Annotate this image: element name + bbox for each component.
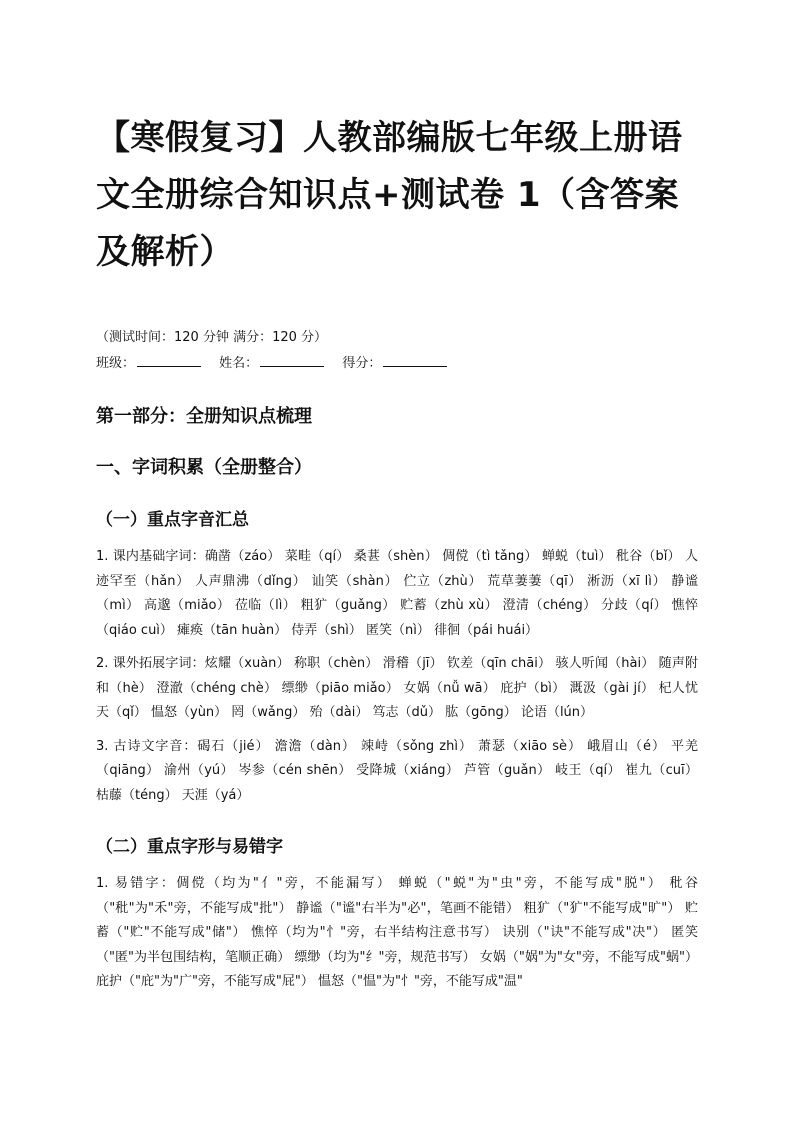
document-title: 【寒假复习】人教部编版七年级上册语文全册综合知识点+测试卷 1（含答案及解析） (96, 118, 683, 272)
exam-info: （测试时间：120 分钟 满分：120 分） (96, 330, 328, 345)
name-blank (260, 354, 324, 367)
subsection-heading-pronunciation: （一）重点字音汇总 (96, 510, 249, 530)
class-label: 班级： (96, 356, 136, 371)
class-blank (137, 354, 201, 367)
pronunciation-paragraph: 3. 古诗文字音：碣石（jié） 澹澹（dàn） 竦峙（sǒng zhì） 萧瑟（xiāo sè） 峨眉山（é） 平羌（qiāng） 渝州（yú） 岑参（cén shēn） 受降城（xiáng） 芦管（guǎn） 岐王（qí） 崔九（cuī） 枯藤（téng） 天涯（yá） (96, 738, 698, 803)
score-label: 得分： (342, 356, 382, 371)
subsection-heading-typos: （二）重点字形与易错字 (96, 837, 283, 857)
pronunciation-paragraph: 2. 课外拓展字词：炫耀（xuàn） 称职（chèn） 滑稽（jī） 钦差（qīn chāi） 骇人听闻（hài） 随声附和（hè） 澄澈（chéng chè） 缥缈（piāo miǎo） 女娲（nǚ wā） 庇护（bì） 溉汲（gài jí） 杞人忧天（qǐ） 愠怒（yùn） 罔（wǎng） 殆（dài） 笃志（dǔ） 肱（gōng） 论语（lún） (96, 656, 698, 720)
part-heading: 第一部分：全册知识点梳理 (96, 406, 312, 427)
score-blank (383, 354, 447, 367)
typo-paragraph: 1. 易错字：倜傥（均为"亻"旁，不能漏写） 蝉蜕（"蜕"为"虫"旁，不能写成"脱"） 秕谷（"秕"为"禾"旁，不能写成"批"） 静谧（"谧"右半为"必"，笔画不能错） 粗犷（"犷"不能写成"旷"） 贮蓄（"贮"不能写成"储"） 憔悴（均为"忄"旁，右半结构注意书写） 诀别（"诀"不能写成"决"） 匿笑（"匿"为半包围结构，笔顺正确） 缥缈（均为"纟"旁，规范书写） 女娲（"娲"为"女"旁，不能写成"蜗"） 庇护（"庇"为"广"旁，不能写成"屁"） 愠怒（"愠"为"忄"旁，不能写成"温" (96, 876, 698, 989)
pronunciation-paragraph: 1. 课内基础字词：确凿（záo） 菜畦（qí） 桑葚（shèn） 倜傥（tì tǎng） 蝉蜕（tuì） 秕谷（bǐ） 人迹罕至（hǎn） 人声鼎沸（dǐng） 讪笑（shàn） 伫立（zhù） 荒草萋萋（qī） 淅沥（xī lì） 静谧（mì） 高邈（miǎo） 莅临（lì） 粗犷（guǎng） 贮蓄（zhù xù） 澄清（chéng） 分歧（qí） 憔悴（qiáo cuì） 瘫痪（tān huàn） 侍弄（shì） 匿笑（nì） 徘徊（pái huái） (96, 549, 698, 638)
name-label: 姓名： (219, 356, 259, 371)
section-heading: 一、字词积累（全册整合） (96, 457, 312, 478)
student-info-fields (96, 351, 698, 376)
